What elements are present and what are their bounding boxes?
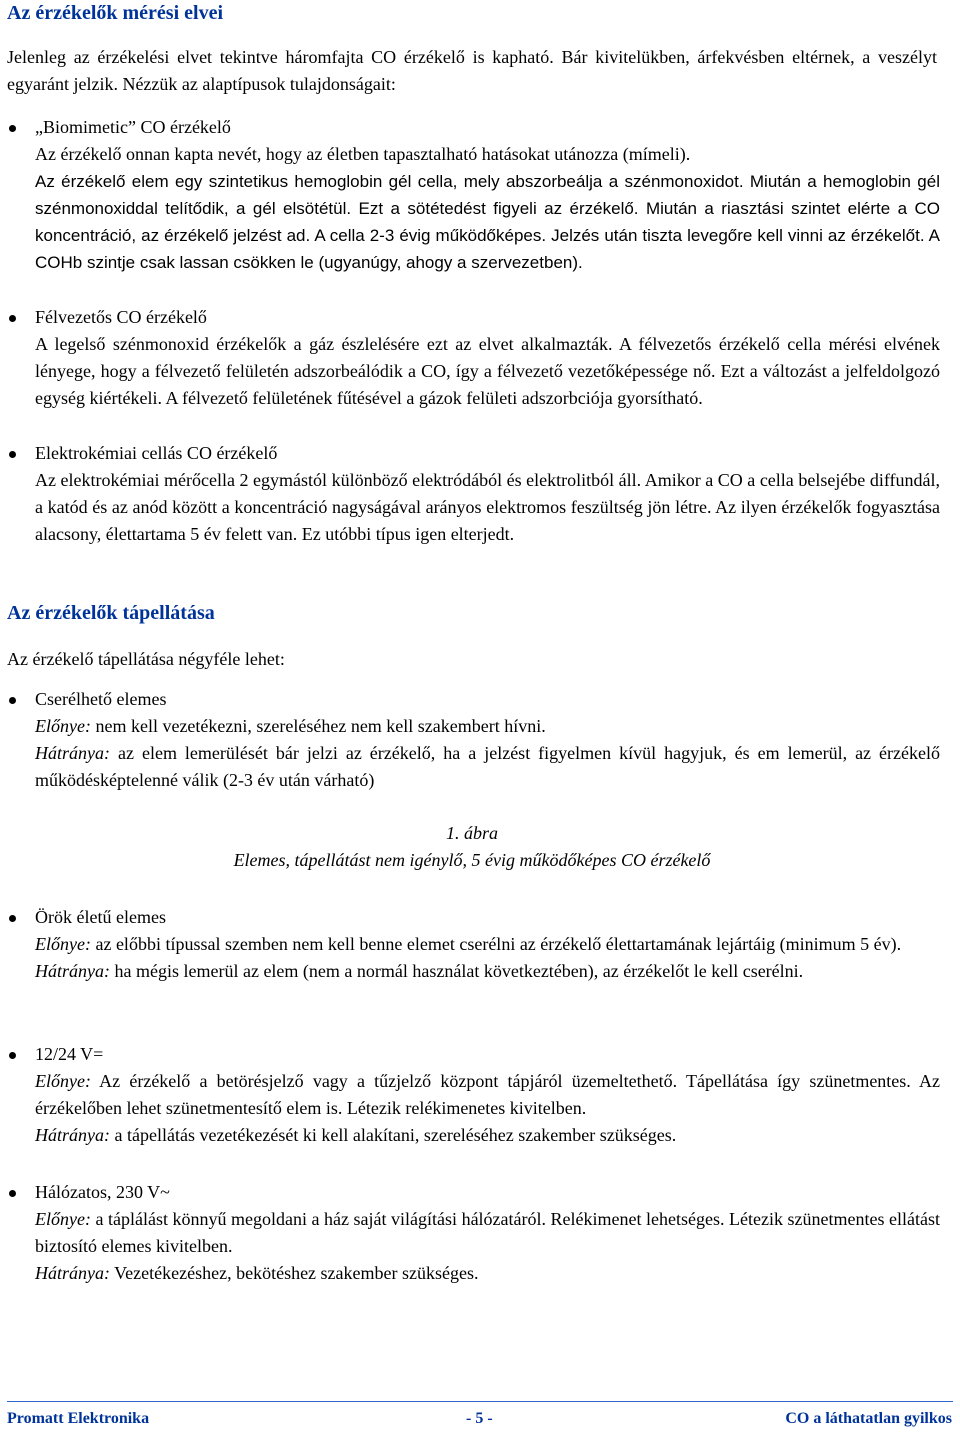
item-heading: „Biomimetic” CO érzékelő xyxy=(35,117,231,137)
footer-divider xyxy=(7,1401,953,1402)
item-heading: Hálózatos, 230 V~ xyxy=(35,1182,170,1202)
item-pro xyxy=(35,1206,940,1260)
item-body: Az érzékelő elem egy szintetikus hemoglobin gél cella, mely abszorbeálja a szénmonoxidot. Miután a hemoglobin gél szénmonoxiddal telítődik, a gél elsötétül. Ezt a sötétedést figyeli az érzékelő. Miután a riasztási szintet elérte a CO koncentráció, az érzékelő jelzést ad. A cella 2-3 évig működőképes. Jelzés után tiszta levegőre kell vinni az érzékelőt. A COHb szintje csak lassan csökken le (ugyanúgy, ahogy a szervezetben). xyxy=(35,172,940,272)
section-title-power: Az érzékelők tápellátása xyxy=(7,602,215,624)
item-heading: Örök életű elemes xyxy=(35,907,166,927)
pro-label: Előnye: xyxy=(35,716,91,736)
bullet-icon xyxy=(9,315,16,322)
section-title-measurement: Az érzékelők mérési elvei xyxy=(7,2,224,24)
pro-label: Előnye: xyxy=(35,1071,91,1091)
item-body: A legelső szénmonoxid érzékelők a gáz észlelésére ezt az elvet alkalmazták. A félvezetős érzékelő cella mérési elvének lényege, hogy a félvezető felületén adszorbeálódik a CO, így a félvezető vezetőképessége nő. Ezt a változást a jelfeldolgozó egység kiértékeli. A félvezető felületének fűtésével a gázok felületi adszorbciója gyorsítható. xyxy=(35,334,940,408)
list-item-lifetime-battery xyxy=(7,904,937,985)
item-heading: Félvezetős CO érzékelő xyxy=(35,307,207,327)
figure-number: 1. ábra xyxy=(445,823,498,843)
item-con xyxy=(35,958,940,985)
pro-label: Előnye: xyxy=(35,934,91,954)
list-item-replaceable-battery xyxy=(7,686,940,794)
con-text: ha mégis lemerül az elem (nem a normál használat következtében), az érzékelőt le kell cserélni. xyxy=(110,961,804,981)
footer-page-number: - 5 - xyxy=(466,1410,493,1427)
con-label: Hátránya: xyxy=(35,1263,110,1283)
bullet-icon xyxy=(9,1190,16,1197)
bullet-icon xyxy=(9,915,16,922)
item-con xyxy=(35,1122,940,1149)
footer-doc-title: CO a láthatatlan gyilkos xyxy=(785,1410,952,1427)
con-label: Hátránya: xyxy=(35,1125,110,1145)
section2-intro: Az érzékelő tápellátása négyféle lehet: xyxy=(7,649,285,669)
pro-text: Az érzékelő a betörésjelző vagy a tűzjelző központ tápjáról üzemeltethető. Tápellátása így szünetmentes. Az érzékelőben lehet szünetmentesítő elem is. Létezik relékimenetes kivitelben. xyxy=(35,1071,940,1118)
pro-text: az előbbi típussal szemben nem kell benne elemet cserélni az érzékelő élettartamának lejártáig (minimum 5 év). xyxy=(90,934,902,954)
pro-label: Előnye: xyxy=(35,1209,91,1229)
item-con xyxy=(35,740,940,794)
section1-intro: Jelenleg az érzékelési elvet tekintve háromfajta CO érzékelő is kapható. Bár kivitelükben, árfekvésben eltérnek, a veszélyt egyaránt jelzik. Nézzük az alaptípusok tulajdonságait: xyxy=(7,47,937,94)
list-item-12-24v xyxy=(7,1041,940,1149)
con-label: Hátránya: xyxy=(35,743,110,763)
bullet-icon xyxy=(9,125,16,132)
item-pro xyxy=(35,1068,940,1122)
list-item-biomimetic xyxy=(7,114,940,276)
con-text: az elem lemerülését bár jelzi az érzékelő, ha a jelzést figyelmen kívül hagyjuk, és em lemerül, az érzékelő működésképtelenné válik (2-3 év után várható) xyxy=(35,743,940,790)
con-text: Vezetékezéshez, bekötéshez szakember szükséges. xyxy=(110,1263,479,1283)
list-item-semiconductor xyxy=(7,304,940,412)
con-text: a tápellátás vezetékezését ki kell alakítani, szereléséhez szakember szükséges. xyxy=(110,1125,677,1145)
list-item-electrochemical xyxy=(7,440,940,548)
figure-caption: Elemes, tápellátást nem igénylő, 5 évig működőképes CO érzékelő xyxy=(233,850,711,870)
item-body: Az elektrokémiai mérőcella 2 egymástól különböző elektródából és elektrolitból áll. Amikor a CO a cella belsejébe diffundál, a katód és az anód között a koncentráció nagyságával arányos elektromos feszültség jön létre. Az ilyen érzékelők fogyasztása alacsony, élettartama 5 év felett van. Ez utóbbi típus igen elterjedt. xyxy=(35,470,940,544)
item-heading: Cserélhető elemes xyxy=(35,689,167,709)
item-pro xyxy=(35,713,940,740)
bullet-icon xyxy=(9,697,16,704)
con-label: Hátránya: xyxy=(35,961,110,981)
item-con xyxy=(35,1260,940,1287)
pro-text: nem kell vezetékezni, szereléséhez nem kell szakembert hívni. xyxy=(90,716,546,736)
bullet-icon xyxy=(9,1052,16,1059)
list-item-mains xyxy=(7,1179,940,1287)
item-line: Az érzékelő onnan kapta nevét, hogy az életben tapasztalható hatásokat utánozza (mímeli). xyxy=(35,144,691,164)
item-pro xyxy=(35,931,940,958)
bullet-icon xyxy=(9,451,16,458)
footer-company: Promatt Elektronika xyxy=(7,1410,150,1427)
item-heading: Elektrokémiai cellás CO érzékelő xyxy=(35,443,278,463)
pro-text: a táplálást könnyű megoldani a ház saját világítási hálózatáról. Relékimenet lehetséges. Létezik szünetmentes ellátást biztosító elemes kivitelben. xyxy=(35,1209,940,1256)
item-heading: 12/24 V= xyxy=(35,1044,104,1064)
